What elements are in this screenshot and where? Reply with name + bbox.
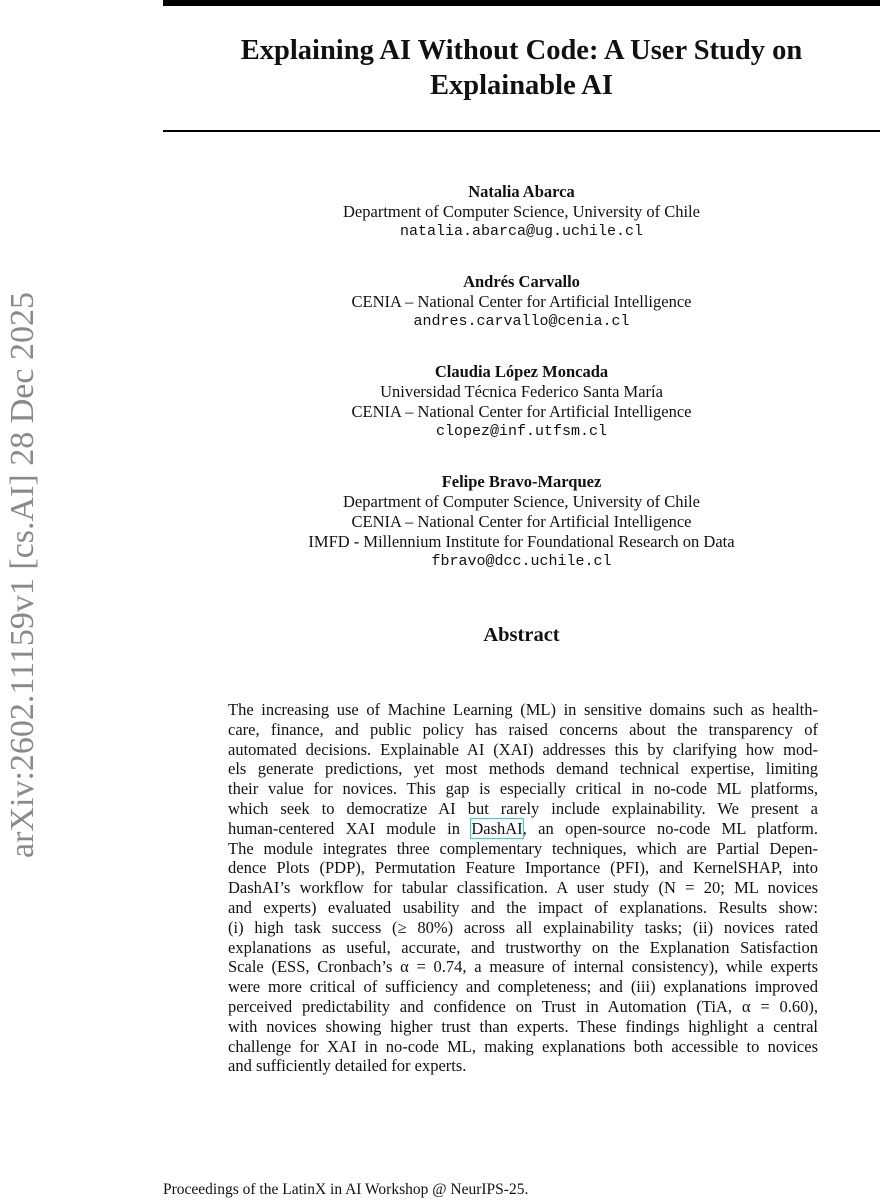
author-name: Andrés Carvallo — [463, 272, 580, 291]
abstract-line: els generate predictions, yet most methods demand technical expertise, limiting — [228, 759, 818, 779]
arxiv-identifier: arXiv:2602.11159v1 [cs.AI] 28 Dec 2025 — [4, 292, 41, 858]
abstract-line: The module integrates three complementary techniques, which are Partial Depen- — [228, 838, 818, 858]
author-affiliation: CENIA – National Center for Artificial Intelligence — [351, 402, 692, 421]
abstract-line: challenge for XAI in no-code ML, making explanations both accessible to novices — [228, 1036, 818, 1056]
abstract-line: and sufficiently detailed for experts. — [228, 1056, 467, 1076]
author-affiliation: Department of Computer Science, University of Chile — [343, 202, 700, 221]
abstract-line: their value for novices. This gap is especially critical in no-code ML platforms, — [228, 779, 818, 799]
abstract-line: which seek to democratize AI but rarely include explainability. We present a — [228, 798, 818, 818]
abstract-line: with novices showing higher trust than experts. These findings highlight a central — [228, 1016, 818, 1036]
title-line: Explainable AI — [430, 70, 613, 101]
abstract-line — [228, 819, 818, 839]
top-rule — [163, 0, 880, 6]
author-affiliation: Universidad Técnica Federico Santa María — [380, 382, 663, 401]
abstract-text: , an open-source no-code ML platform. — [522, 818, 818, 838]
abstract-heading: Abstract — [483, 624, 560, 646]
abstract-line: dence Plots (PDP), Permutation Feature Importance (PFI), and KernelSHAP, into — [228, 858, 818, 878]
dashai-link[interactable]: DashAI — [471, 818, 523, 838]
title-line: Explaining AI Without Code: A User Study on — [240, 35, 803, 66]
abstract-line: Scale (ESS, Cronbach’s α = 0.74, a measure of internal consistency), while experts — [228, 957, 818, 977]
author-block — [163, 182, 880, 242]
footer-venue: Proceedings of the LatinX in AI Workshop @ NeurIPS-25. — [163, 1181, 529, 1198]
abstract-line: (i) high task success (≥ 80%) across all explainability tasks; (ii) novices rated — [228, 917, 818, 937]
author-affiliation: IMFD - Millennium Institute for Foundational Research on Data — [308, 532, 735, 551]
abstract-line: DashAI’s workflow for tabular classification. A user study (N = 20; ML novices — [228, 878, 818, 898]
abstract-line: automated decisions. Explainable AI (XAI) addresses this by clarifying how mod- — [228, 739, 818, 759]
abstract-line: The increasing use of Machine Learning (ML) in sensitive domains such as health- — [228, 700, 818, 719]
author-affiliation: CENIA – National Center for Artificial Intelligence — [351, 512, 692, 531]
paper-title — [163, 33, 880, 103]
abstract-line: were more critical of sufficiency and completeness; and (iii) explanations improved — [228, 977, 818, 997]
abstract-line: perceived predictability and confidence on Trust in Automation (TiA, α = 0.60), — [228, 996, 818, 1016]
abstract-line: explanations as useful, accurate, and trustworthy on the Explanation Satisfaction — [228, 937, 818, 957]
author-affiliation: CENIA – National Center for Artificial Intelligence — [351, 292, 692, 311]
abstract-line: care, finance, and public policy has raised concerns about the transparency of — [228, 719, 818, 739]
author-email[interactable]: natalia.abarca@ug.uchile.cl — [399, 223, 644, 240]
author-email[interactable]: clopez@inf.utfsm.cl — [435, 423, 608, 440]
author-affiliation: Department of Computer Science, University of Chile — [343, 492, 700, 511]
author-name: Claudia López Moncada — [434, 362, 609, 381]
author-name: Felipe Bravo-Marquez — [441, 472, 602, 491]
author-name: Natalia Abarca — [468, 182, 575, 201]
abstract-line: and experts) evaluated usability and the impact of explanations. Results show: — [228, 897, 818, 917]
author-email[interactable]: fbravo@dcc.uchile.cl — [431, 553, 612, 570]
author-block — [163, 362, 880, 442]
author-list — [163, 182, 880, 602]
abstract-body — [228, 700, 818, 1076]
title-rule — [163, 130, 880, 132]
abstract-text: human-centered XAI module in — [228, 818, 472, 838]
author-block — [163, 472, 880, 572]
author-email[interactable]: andres.carvallo@cenia.cl — [413, 313, 630, 330]
author-block — [163, 272, 880, 332]
